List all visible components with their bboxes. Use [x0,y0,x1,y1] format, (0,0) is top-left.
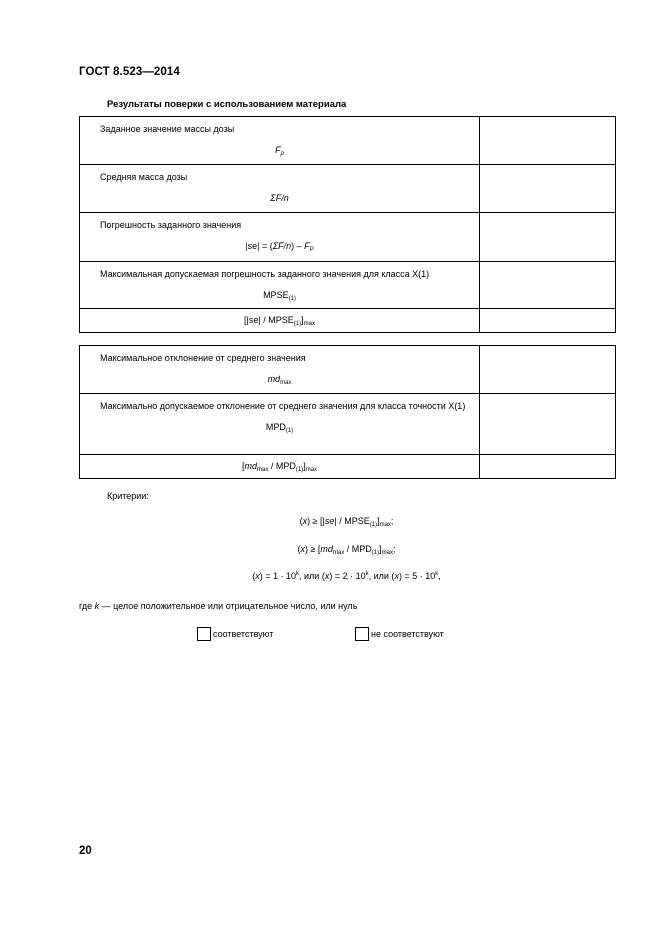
table-row [80,346,616,394]
row-formula: $MPD_{(1)}$ [265,422,294,434]
row-label: Максимально допускаемое отклонение от среднего значения для класса точности X(1) [100,401,466,411]
value-cell[interactable] [480,165,616,213]
table-row [80,394,616,455]
row-label: Максимальная допускаемая погрешность заданного значения для класса X(1) [100,269,430,279]
row-formula: $md_{max}$ [267,374,292,386]
row-label: Средняя масса дозы [100,172,188,182]
row-formula: $[md_{max} / MPD_{(1)}]_{max}$ [241,461,318,473]
value-cell[interactable] [480,346,616,394]
complies-label: соответствуют [213,629,274,639]
page-number: 20 [79,845,92,857]
value-cell[interactable] [480,117,616,165]
document-code: ГОСТ 8.523—2014 [79,66,180,78]
table-title: Результаты поверки с использованием материала [107,99,347,110]
table-row [80,117,616,165]
note-text: где k — целое положительное или отрицательное число, или нуль [79,601,358,611]
complies-checkbox[interactable] [197,627,211,641]
table-row [80,165,616,213]
table-row [80,455,616,479]
value-cell[interactable] [480,213,616,262]
results-table-deviation [79,345,616,479]
row-formula: $[|se| / MPSE_{(1)}]_{max}$ [244,315,315,327]
results-table-error [79,116,616,333]
criterion-1: $(x) \ge [|se| / MPSE_{(1)}]_{max}$; [299,516,394,528]
not-complies-checkbox[interactable] [355,627,369,641]
not-complies-label: не соответствуют [371,629,444,639]
row-label: Максимальное отклонение от среднего значения [100,353,306,363]
table-row [80,213,616,262]
criterion-3: $(x) = 1 \cdot 10^k$, или $(x) = 2 \cdot 10^k$, или $(x) = 5 \cdot 10^k$, [252,571,441,581]
criterion-2: $(x) \ge [md_{max} / MPD_{(1)}]_{max}$; [297,544,396,556]
value-cell[interactable] [480,455,616,479]
row-formula: $MPSE_{(1)}$ [263,290,296,302]
criteria-label: Критерии: [107,491,149,501]
value-cell[interactable] [480,394,616,455]
table-row [80,262,616,309]
row-formula: $F_p$ [275,145,284,157]
row-label: Заданное значение массы дозы [100,124,235,134]
value-cell[interactable] [480,262,616,309]
table-row [80,309,616,333]
row-formula: $|se| = (\Sigma F/n) - F_P$ [245,241,314,253]
row-formula: ΣF/n [270,193,289,203]
value-cell[interactable] [480,309,616,333]
row-label: Погрешность заданного значения [100,220,242,230]
